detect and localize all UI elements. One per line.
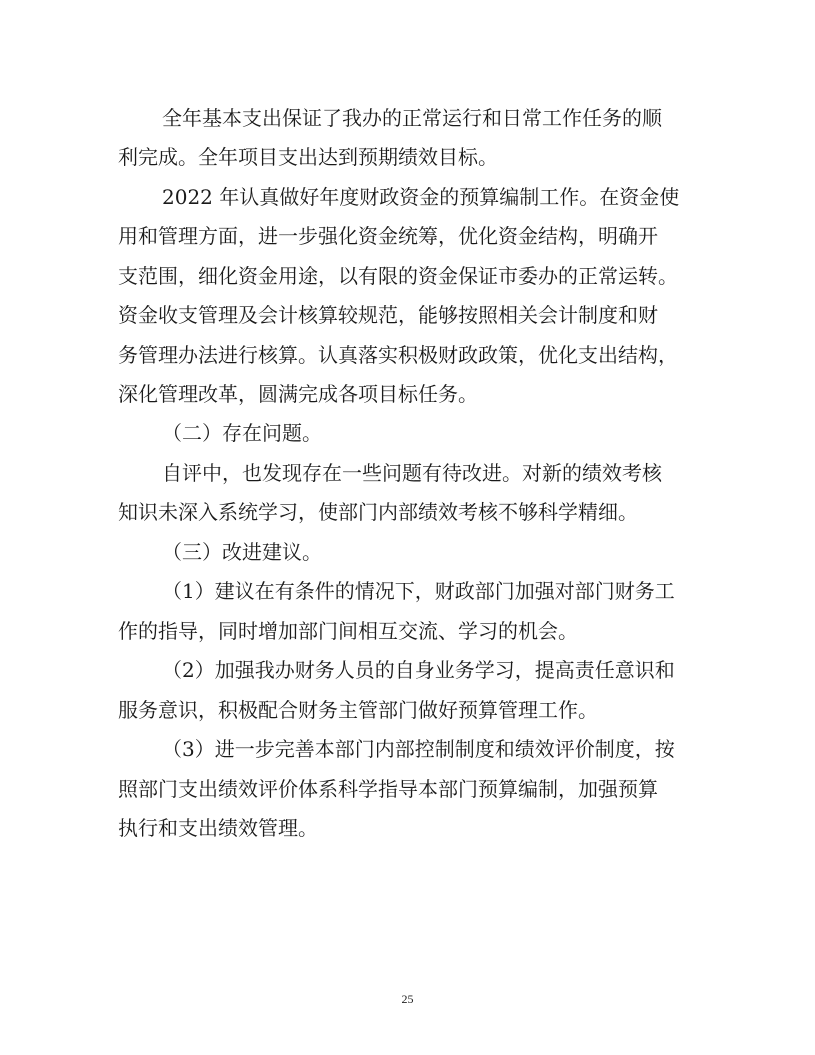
text-line: 服务意识，积极配合财务主管部门做好预算管理工作。 (118, 698, 598, 722)
text-line: （2）加强我办财务人员的自身业务学习，提高责任意识和 (162, 658, 675, 682)
text-line: 作的指导，同时增加部门间相互交流、学习的机会。 (118, 619, 578, 643)
section-heading: （二）存在问题。 (162, 421, 322, 445)
page-number: 25 (401, 992, 414, 1006)
text-line: （1）建议在有条件的情况下，财政部门加强对部门财务工 (162, 579, 675, 603)
text-line: 务管理办法进行核算。认真落实积极财政政策，优化支出结构， (118, 343, 678, 367)
text-line: 支范围，细化资金用途，以有限的资金保证市委办的正常运转。 (118, 264, 678, 288)
text-line: 利完成。全年项目支出达到预期绩效目标。 (118, 145, 498, 169)
text-line: 执行和支出绩效管理。 (118, 816, 318, 840)
text-line: 全年基本支出保证了我办的正常运行和日常工作任务的顺 (162, 106, 662, 130)
text-line: 照部门支出绩效评价体系科学指导本部门预算编制，加强预算 (118, 777, 658, 801)
text-line: 自评中，也发现存在一些问题有待改进。对新的绩效考核 (162, 461, 662, 485)
text-line: 用和管理方面，进一步强化资金统筹，优化资金结构，明确开 (118, 224, 658, 248)
text-line: 知识未深入系统学习，使部门内部绩效考核不够科学精细。 (118, 500, 638, 524)
section-heading: （三）改进建议。 (162, 540, 322, 564)
text-line: 资金收支管理及会计核算较规范，能够按照相关会计制度和财 (118, 303, 658, 327)
text-line: 2022 年认真做好年度财政资金的预算编制工作。在资金使 (162, 185, 680, 209)
text-line: （3）进一步完善本部门内部控制制度和绩效评价制度，按 (162, 737, 675, 761)
text-line: 深化管理改革，圆满完成各项目标任务。 (118, 382, 478, 406)
